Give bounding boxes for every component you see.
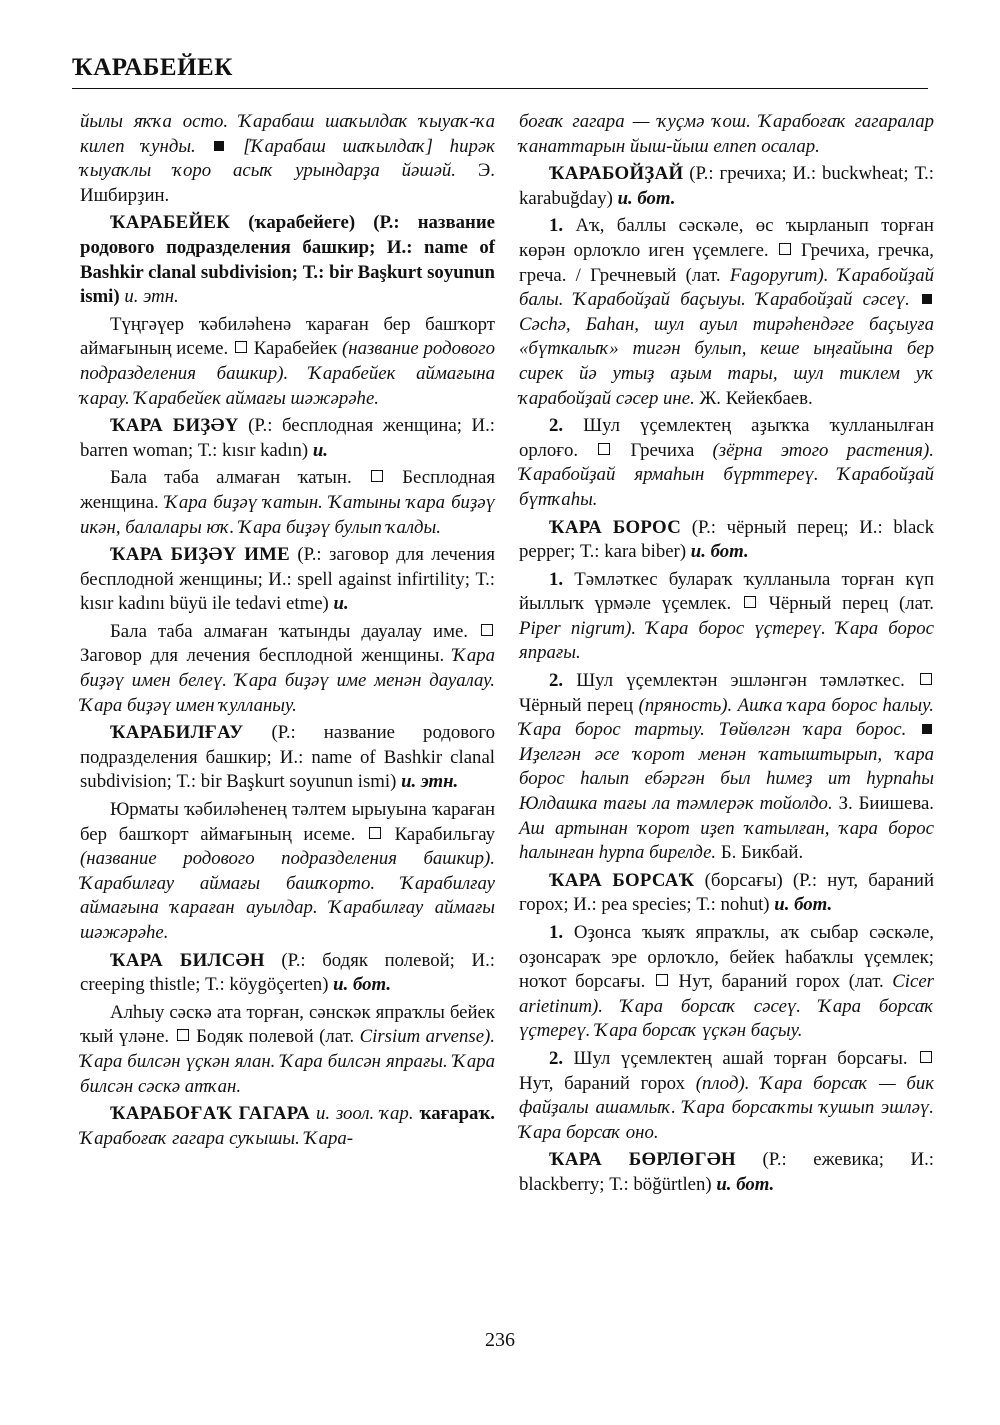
definition [80, 466, 495, 540]
right-column [519, 110, 934, 1201]
entry-karabogak-gagara [80, 1102, 495, 1151]
examples: Ҡарабоғаҡ гагара суҡышы. Ҡара- [80, 1127, 354, 1149]
entry-translations: (Р.: заговор для лечения бесплодной женщины; И.: spell against infirtility; Т.: kısır kadını büyü ile tedavi etme) [80, 544, 495, 615]
definition-text: Түңгәүер ҡәбиләһенә ҡараған бер башҡорт аймағының исеме. [80, 313, 495, 360]
quote-text: [Ҡарабаш шаҡылдаҡ] һирәк ҡыуаҡлы ҡоро асыҡ урындарҙа йәшәй. [80, 135, 495, 182]
headword: ҠАРА БОРОС [549, 516, 682, 538]
sense-number: 2. [549, 415, 564, 437]
sense-number: 1. [549, 215, 564, 237]
white-square-icon [779, 243, 791, 255]
entry-kara-boros [519, 516, 934, 565]
entry-karabilgau [80, 721, 495, 795]
entry-translations: (борсағы) (Р.: нут, бараний горох; И.: pea species; Т.: nohut) [519, 869, 934, 916]
white-square-icon [744, 596, 756, 608]
headword: ҠАРАБИЛҒАУ [110, 722, 244, 744]
definition-text: Алһыу сәскә ата торған, сәнскәк япраҡлы бейек ҡый үләне. [80, 1001, 495, 1048]
definition-text: Оҙонса ҡыяҡ япраҡлы, аҡ сыбар сәскәле, оҙонсараҡ эре орлоҡло, бейек һабаҡлы үҫемлек; ноҡот борсағы. [519, 922, 935, 993]
definition-text: Аҡ, баллы сәскәле, өс ҡырланып торған көрән орлоҡло иген үҫемлеге. [519, 215, 934, 261]
definition-text: Тәмләткес булараҡ ҡулланыла торған күп йыллыҡ үрмәле үҫемлек. [519, 568, 934, 615]
russian-equivalent: Бодяк полевой (лат. [196, 1026, 355, 1048]
latin-name: Piper nigrum [519, 617, 626, 639]
sense-number: 2. [549, 670, 564, 692]
russian-equivalent: Гречиха, гречка, греча. / Гречневый (лат. [519, 239, 934, 286]
entry-kara-borlogan [519, 1148, 934, 1197]
grammar-label: и. бот. [716, 1173, 775, 1195]
examples: ). Ҡарабойҙай балы. Ҡарабойҙай баҫыуы. Ҡарабойҙай сәсеү. [519, 264, 934, 311]
left-column [80, 110, 495, 1154]
grammar-label: и. [333, 593, 349, 615]
grammar-label: и. бот. [774, 894, 833, 916]
grammar-label: и. зоол. ҡар. [315, 1103, 414, 1125]
entry-translations: (Р.: название родового подразделения башкир; И.: name of Bashkir clanal subdivision; Т.: bir Başkurt soyunun ismi) [80, 722, 495, 793]
page-number: 236 [485, 1329, 515, 1351]
definition [80, 313, 495, 411]
sense-1 [519, 568, 934, 666]
definition-text: Бала таба алмаған ҡатын. [110, 467, 352, 489]
white-square-icon [920, 673, 932, 685]
black-square-icon [214, 141, 224, 151]
white-square-icon [369, 827, 381, 839]
cross-reference: ҡағараҡ. [419, 1103, 495, 1125]
entry-translations: (ҡарабейеге) (Р.: название родового подразделения башкир; И.: name of Bashkir clanal subdivision; Т.: bir Başkurt soyunun ismi) [80, 212, 495, 308]
sense-2 [519, 414, 934, 512]
white-square-icon [481, 624, 493, 636]
russian-equivalent: Нут, бараний горох [519, 1072, 685, 1094]
russian-equivalent: Заговор для лечения бесплодной женщины. [80, 645, 445, 667]
definition [80, 620, 495, 718]
entry-translations: (Р.: гречиха; И.: buckwheat; Т.: karabuğday) [519, 163, 934, 209]
definition [80, 798, 495, 946]
white-square-icon [371, 470, 383, 482]
russian-equivalent: Гречиха [630, 439, 695, 461]
definition [80, 1001, 495, 1099]
quote-text: Сәсһә, Баһан, шул ауыл тирәһендәге баҫыуға «бүткалыҡ» тигән булып, кеше ыңғайына бер сирек йә утыҙ аҙым тары, шул тиклем уҡ ҡарабойҙай сәсер ине. [519, 313, 934, 409]
sense-number: 1. [549, 922, 564, 943]
russian-equivalent: Чёрный перец [519, 694, 634, 716]
running-head: ҠАРАБЕЙЕК [72, 54, 233, 81]
definition-text: Шул үҫемлектән эшләнгән тәмләткес. [576, 670, 905, 692]
entry-kara-bilsan [80, 949, 495, 998]
white-square-icon [598, 443, 610, 455]
definition-text: Юрматы ҡәбиләһенең тәлтем ырыуына ҡараған бер башҡорт аймағының исеме. [80, 799, 495, 845]
headword: ҠАРА БӨРЛӨГӘН [549, 1149, 736, 1171]
latin-name: Cicer arietinum [519, 971, 934, 1017]
examples: (зёрна этого растения). Ҡарабойҙай ярмаһын бүрттереү. Ҡарабойҙай бүтҡаһы. [519, 439, 934, 510]
examples: (пряность). Ашҡа ҡара борос һалыу. Ҡара борос тартыу. Төйөлгән ҡара борос. [519, 694, 935, 741]
russian-equivalent: Бесплодная женщина. [80, 467, 495, 513]
russian-equivalent: Нут, бараний горох (лат. [678, 971, 884, 993]
latin-name: Fagopyrum [729, 264, 818, 286]
grammar-label: и. этн. [401, 771, 459, 793]
black-square-icon [922, 294, 932, 304]
entry-continuation [519, 110, 934, 159]
examples: (плод). Ҡара борсаҡ — бик файҙалы ашамлыҡ. Ҡара борсаҡты ҡушып эшләү. Ҡара борсаҡ оно. [519, 1072, 934, 1143]
definition-text: Шул үҫемлектең аҙыҡҡа ҡулланылған орлоғо. [519, 415, 934, 461]
entry-karaboyzay [519, 162, 934, 211]
entry-karabeyek [80, 211, 495, 309]
russian-equivalent: Карабильгау [394, 823, 495, 845]
headword: ҠАРА БИҘӘҮ [110, 415, 239, 437]
grammar-label: и. этн. [124, 286, 179, 308]
headword: ҠАРА БОРСАҠ [549, 869, 695, 891]
examples: ). Ҡара билсән үҫкән ялан. Ҡара билсән япрағы. Ҡара билсән сәскә атҡан. [80, 1026, 495, 1097]
examples: Ҡара биҙәү имен белеү. Ҡара биҙәү име менән дауалау. Ҡара биҙәү имен ҡулланыу. [80, 645, 496, 716]
entry-translations: (Р.: бесплодная женщина; И.: barren woman; Т.: kısır kadın) [80, 415, 495, 461]
entry-translations: (Р.: бодяк полевой; И.: creeping thistle; Т.: köygöçerten) [80, 949, 495, 996]
quote-text: Иҙелгән әсе ҡорот менән ҡатыштырып, ҡара борос һалып ебәргән был һимеҙ ит һурпаһы Юлдашка тағы ла тәмлерәк тойолдо. [519, 743, 934, 815]
source-name: Э. Ишбирҙин. [80, 160, 495, 206]
entry-kara-bizau [80, 414, 495, 463]
grammar-label: и. [312, 439, 328, 461]
sense-2 [519, 1047, 934, 1145]
white-square-icon [656, 974, 668, 986]
definition-text: Шул үҫемлектең ашай торған борсағы. [573, 1047, 908, 1069]
headword: ҠАРА БИЛСӘН [110, 949, 265, 971]
headword: ҠАРАБЕЙЕК [110, 212, 231, 234]
example-text: йылы яҡҡа осто. Ҡарабаш шаҡылдаҡ ҡыуаҡ-ҡа килеп ҡунды. [80, 111, 495, 157]
sense-2 [519, 669, 934, 866]
headword: ҠАРАБОҒАҠ ГАГАРА [110, 1103, 311, 1125]
sense-number: 2. [549, 1047, 564, 1069]
definition-text: Бала таба алмаған ҡатынды дауалау име. [110, 620, 468, 642]
entry-translations: (Р.: чёрный перец; И.: black pepper; Т.: kara biber) [519, 516, 935, 563]
examples: (название родового подразделения башкир). Ҡарабилғау аймағы башҡорто. Ҡарабилғау аймағына ҡараған ауылдар. Ҡарабилғау аймағы шәжәрәһе. [80, 848, 495, 943]
source-name: Ж. Кейекбаев. [699, 387, 813, 409]
sense-1 [519, 921, 934, 1044]
white-square-icon [235, 341, 247, 353]
white-square-icon [177, 1029, 189, 1041]
sense-1 [519, 214, 934, 411]
headword: ҠАРА БИҘӘҮ ИМЕ [110, 544, 290, 566]
quote-text: Аш артынан ҡорот иҙеп ҡатылған, ҡара борос һалынған һурпа бирелде. [519, 817, 934, 864]
examples: ). Ҡара борсаҡ сәсеү. Ҡара борсаҡ үҫтереү. Ҡара борсаҡ үҫкән баҫыу. [519, 995, 934, 1042]
examples: (название родового подразделения башкир). Ҡарабейек аймағына ҡарау. Ҡарабейек аймағы шәжәрәһе. [80, 338, 495, 409]
russian-equivalent: Чёрный перец (лат. [768, 593, 934, 615]
headword: ҠАРАБОЙҘАЙ [549, 163, 684, 185]
grammar-label: и. бот. [333, 974, 392, 996]
examples: боғаҡ гагара — ҡуҫмә ҡош. Ҡарабоғаҡ гагаралар ҡанаттарын йыш-йыш елпеп осалар. [519, 111, 934, 157]
russian-equivalent: Карабейек [253, 338, 338, 360]
header-rule [72, 88, 928, 89]
entry-continuation [80, 110, 495, 208]
examples: Ҡара биҙәү ҡатын. Ҡатыны ҡара биҙәү икән, балалары юҡ. Ҡара биҙәү булып ҡалды. [80, 491, 495, 538]
entry-kara-bizau-ime [80, 543, 495, 617]
entry-kara-borsak [519, 869, 934, 918]
black-square-icon [922, 724, 932, 734]
source-name: Б. Бикбай. [720, 842, 804, 864]
sense-number: 1. [549, 568, 564, 590]
white-square-icon [920, 1051, 932, 1063]
source-name: З. Биишева. [838, 793, 934, 815]
examples: ). Ҡара борос үҫтереү. Ҡара борос япрағы. [519, 617, 934, 664]
grammar-label: и. бот. [617, 187, 676, 209]
grammar-label: и. бот. [690, 541, 749, 563]
entry-translations: (Р.: ежевика; И.: blackberry; Т.: böğürtlen) [519, 1149, 934, 1195]
latin-name: Cirsium arvense [359, 1026, 485, 1048]
